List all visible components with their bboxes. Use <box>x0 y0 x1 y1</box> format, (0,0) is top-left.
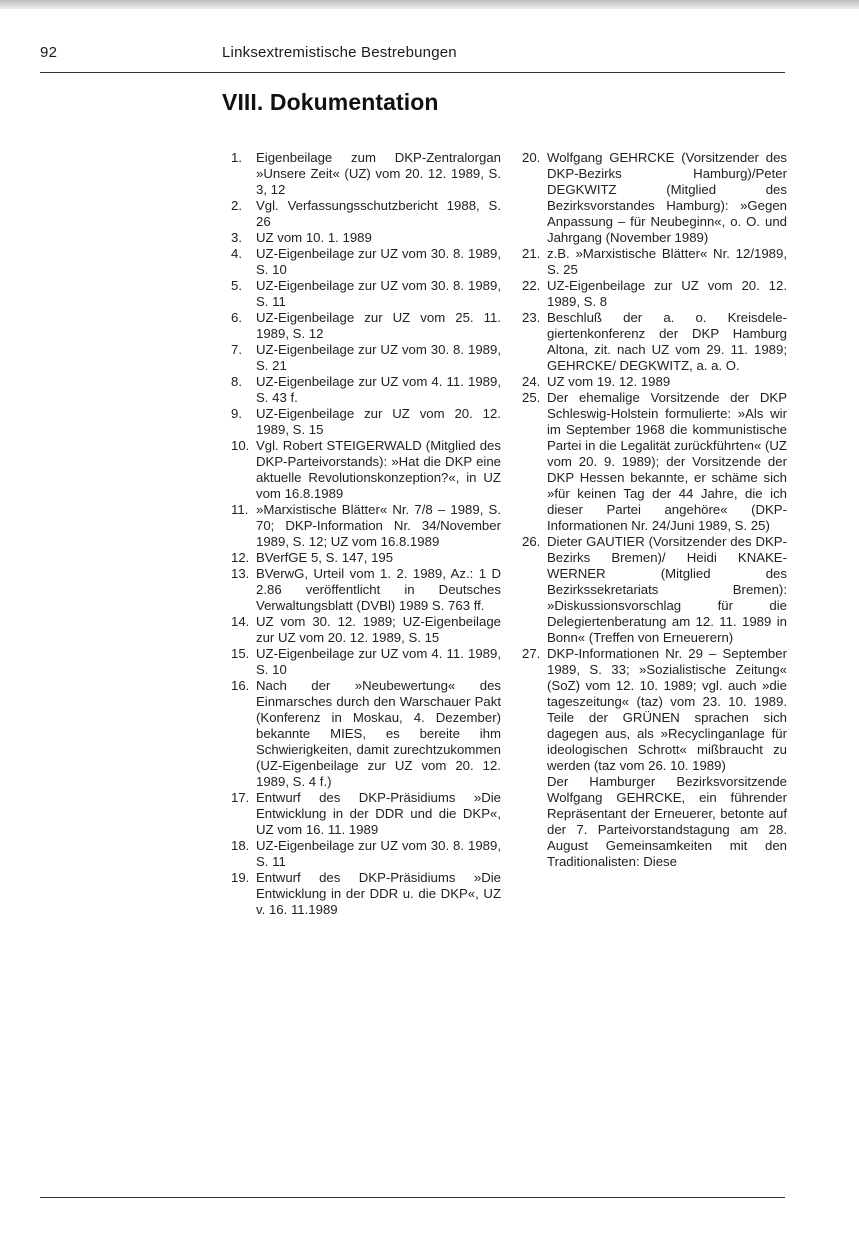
footnote-text: UZ-Eigenbeilage zur UZ vom 4. 11. 1989, S. 43 f. <box>256 374 501 405</box>
footnote-text: Wolfgang GEHRCKE (Vorsitzender des DKP-Bezirks Hamburg)/Peter DEGKWITZ (Mitglied des Bezirksvorstandes Hamburg): »Gegen Anpassung – für Neubeginn«, o. O. und Jahrgang (November 1989) <box>547 150 787 245</box>
footnote-text: UZ-Eigenbeilage zur UZ vom 25. 11. 1989, S. 12 <box>256 310 501 341</box>
footnote <box>231 278 501 310</box>
footnote <box>231 790 501 838</box>
footnote <box>231 246 501 278</box>
footnote-number: 5. <box>231 278 242 293</box>
footnote-text: UZ vom 19. 12. 1989 <box>547 374 671 389</box>
footnote-text: z.B. »Marxistische Blätter« Nr. 12/1989, S. 25 <box>547 246 787 277</box>
running-header: Linksextremistische Bestrebungen <box>222 44 457 61</box>
footnote-text: Der ehemalige Vorsitzende der DKP Schleswig-Holstein formulierte: »Als wir im September 1968 die kommunistische Partei in die Legalität zurückführten« (UZ vom 20. 9. 1989); der Vorsitzende der DKP Hessen bekannte, er schäme sich »für keinen Tag der 44 Jahre, die ich dieser Partei angehöre« (DKP-Informationen Nr. 24/Juni 1989, S. 25) <box>547 390 787 533</box>
footnote-number: 16. <box>231 678 250 693</box>
footnote-number: 19. <box>231 870 250 885</box>
footnote-text: UZ vom 10. 1. 1989 <box>256 230 372 245</box>
footnotes-right-column <box>522 150 787 870</box>
footnote-number: 12. <box>231 550 250 565</box>
footnote-text: Entwurf des DKP-Präsidiums »Die Entwicklung in der DDR und die DKP«, UZ vom 16. 11. 1989 <box>256 790 501 837</box>
footnote-number: 26. <box>522 534 541 549</box>
footnote-number: 6. <box>231 310 242 325</box>
footnote <box>522 246 787 278</box>
footnote <box>231 374 501 406</box>
footnote-number: 10. <box>231 438 250 453</box>
footnote <box>522 774 787 870</box>
footnote-text: Entwurf des DKP-Präsidiums »Die Entwicklung in der DDR u. die DKP«, UZ v. 16. 11.1989 <box>256 870 501 917</box>
footnote-text: UZ-Eigenbeilage zur UZ vom 20. 12. 1989, S. 8 <box>547 278 787 309</box>
footnote <box>231 678 501 790</box>
footnote <box>522 534 787 646</box>
footnote <box>231 566 501 614</box>
footnote <box>231 150 501 198</box>
footnote <box>231 342 501 374</box>
footnote-number: 21. <box>522 246 541 261</box>
page-number: 92 <box>40 44 58 61</box>
footnote-text: DKP-Informationen Nr. 29 – September 1989, S. 33; »Sozialistische Zeitung« (SoZ) vom 12. 10. 1989; vgl. auch »die tageszeitung« (taz) vom 23. 10. 1989. Teile der GRÜNEN sprachen sich dagegen aus, als »Recyclinganlage für ideologischen Schrott« mißbraucht zu werden (taz vom 26. 10. 1989) <box>547 646 787 773</box>
footnote-number: 11. <box>231 502 249 517</box>
footnote-text: »Marxistische Blätter« Nr. 7/8 – 1989, S. 70; DKP-Information Nr. 34/November 1989, S. 12; UZ vom 16.8.1989 <box>256 502 501 549</box>
footnote-text: UZ-Eigenbeilage zur UZ vom 30. 8. 1989, S. 21 <box>256 342 501 373</box>
footnote-text: UZ-Eigenbeilage zur UZ vom 30. 8. 1989, S. 11 <box>256 278 501 309</box>
footnote-number: 3. <box>231 230 242 245</box>
footnote-text: BVerwG, Urteil vom 1. 2. 1989, Az.: 1 D 2.86 veröffentlicht in Deutsches Verwaltungsblatt (DVBl) 1989 S. 763 ff. <box>256 566 501 613</box>
footnote <box>231 198 501 230</box>
footnote <box>231 614 501 646</box>
footnote-text: BVerfGE 5, S. 147, 195 <box>256 550 394 565</box>
footnote-text: Der Hamburger Bezirksvorsitzende Wolfgang GEHRCKE, ein führender Repräsentant der Erneuerer, betonte auf der 7. Parteivorstandstagung am 28. August Gemeinsamkeiten mit den Traditionalisten: Diese <box>547 774 787 869</box>
footnote-number: 20. <box>522 150 541 165</box>
footnote-number: 27. <box>522 646 541 661</box>
footnote <box>231 870 501 918</box>
footnote <box>522 646 787 774</box>
footnote-number: 14. <box>231 614 250 629</box>
footnote-text: UZ-Eigenbeilage zur UZ vom 30. 8. 1989, S. 11 <box>256 838 501 869</box>
footnote <box>231 310 501 342</box>
footnote-number: 2. <box>231 198 242 213</box>
footnote <box>231 406 501 438</box>
footnote <box>231 646 501 678</box>
footnote-text: UZ-Eigenbeilage zur UZ vom 30. 8. 1989, S. 10 <box>256 246 501 277</box>
footnote-number: 7. <box>231 342 242 357</box>
footnote <box>231 502 501 550</box>
footnote-text: Nach der »Neubewertung« des Einmarsches durch den Warschauer Pakt (Konferenz in Moskau, 4. Dezember) bekannte MIES, es bereite ihm Schwierigkeiten, damit zurechtzukommen (UZ-Eigenbeilage zur UZ vom 20. 12. 1989, S. 4 f.) <box>256 678 501 789</box>
footnote-number: 17. <box>231 790 250 805</box>
footnote-number: 1. <box>231 150 242 165</box>
footnote-number: 8. <box>231 374 242 389</box>
footnote <box>522 374 787 390</box>
footnote-number: 9. <box>231 406 242 421</box>
footnote-text: UZ-Eigenbeilage zur UZ vom 20. 12. 1989, S. 15 <box>256 406 501 437</box>
footnote-number: 15. <box>231 646 250 661</box>
footnote-text: UZ vom 30. 12. 1989; UZ-Eigenbeilage zur UZ vom 20. 12. 1989, S. 15 <box>256 614 501 645</box>
footnote <box>231 550 501 566</box>
footnote-text: Vgl. Robert STEIGERWALD (Mitglied des DKP-Parteivorstands): »Hat die DKP eine aktuelle Revolutionskonzeption?«, in UZ vom 16.8.1989 <box>256 438 501 501</box>
footnote-number: 23. <box>522 310 541 325</box>
header-divider <box>40 72 785 73</box>
scan-top-edge <box>0 0 859 9</box>
footer-divider <box>40 1197 785 1198</box>
footnote <box>231 230 501 246</box>
footnote-text: Vgl. Verfassungsschutzbericht 1988, S. 26 <box>256 198 501 229</box>
footnote-number: 22. <box>522 278 541 293</box>
footnote-text: Dieter GAUTIER (Vorsitzender des DKP-Bezirks Bremen)/ Heidi KNAKE-WERNER (Mitglied des Bezirkssekretariats Bremen): »Diskussionsvorschlag für die Delegiertenberatung am 12. 11. 1989 in Bonn« (Treffen von Erneuerern) <box>547 534 787 645</box>
footnote <box>522 310 787 374</box>
section-title: VIII. Dokumentation <box>222 89 439 115</box>
footnote-number: 18. <box>231 838 250 853</box>
footnote-text: UZ-Eigenbeilage zur UZ vom 4. 11. 1989, S. 10 <box>256 646 501 677</box>
footnote-number: 25. <box>522 390 541 405</box>
footnote-text: Beschluß der a. o. Kreisdelegiertenkonferenz der DKP Hamburg Altona, zit. nach UZ vom 29. 11. 1989; GEHRCKE/ DEGKWITZ, a. a. O. <box>547 310 787 373</box>
footnote <box>522 278 787 310</box>
footnotes-left-column <box>231 150 501 918</box>
footnote-number: 13. <box>231 566 250 581</box>
footnote <box>522 390 787 534</box>
footnote-number: 24. <box>522 374 541 389</box>
footnote <box>231 438 501 502</box>
footnote-number: 4. <box>231 246 242 261</box>
footnote <box>231 838 501 870</box>
footnote-text: Eigenbeilage zum DKP-Zentralorgan »Unsere Zeit« (UZ) vom 20. 12. 1989, S. 3, 12 <box>256 150 501 197</box>
footnote <box>522 150 787 246</box>
